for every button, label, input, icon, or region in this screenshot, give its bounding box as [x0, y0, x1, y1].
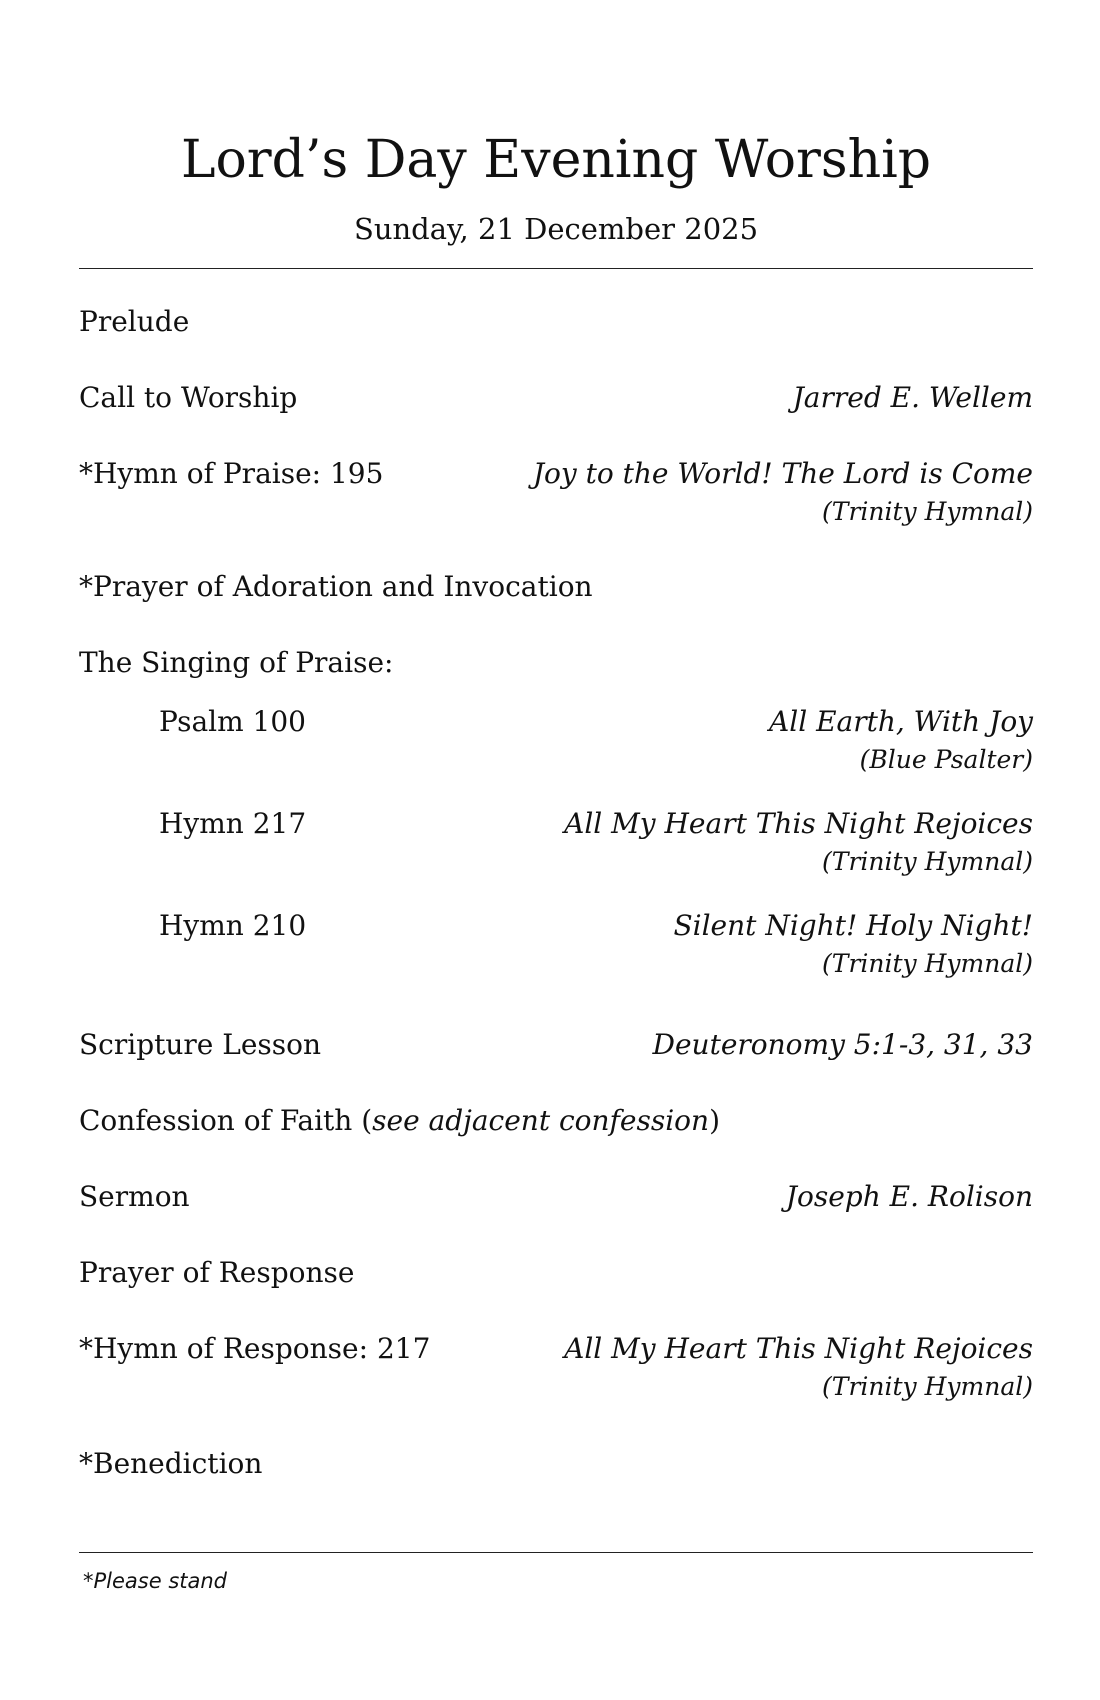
hymn-title: All My Heart This Night Rejoices [564, 1332, 1033, 1365]
item-label: Prayer of Response [79, 1256, 355, 1289]
song-source: (Trinity Hymnal) [822, 949, 1033, 978]
item-label: *Prayer of Adoration and Invocation [79, 570, 593, 603]
item-label: Call to Worship [79, 381, 298, 414]
item-detail [786, 1177, 1033, 1217]
confession-label: Confession of Faith ( [79, 1104, 373, 1137]
item-label: Scripture Lesson [79, 1028, 322, 1061]
item-label: *Hymn of Praise: 195 [79, 457, 384, 490]
item-label: *Benediction [79, 1447, 263, 1480]
order-item-hymn-of-praise [79, 454, 1033, 534]
song-source: (Blue Psalter) [859, 745, 1033, 774]
confession-note: see adjacent confession [372, 1104, 710, 1137]
item-label: *Hymn of Response: 217 [79, 1332, 431, 1365]
order-item-prelude [79, 302, 1033, 382]
hymnal-source: (Trinity Hymnal) [822, 497, 1033, 526]
song-number: Hymn 217 [159, 807, 307, 840]
item-detail [564, 804, 1033, 880]
order-item-confession [79, 1101, 1033, 1181]
item-label: Prelude [79, 305, 190, 338]
order-item-prayer-adoration [79, 567, 1033, 647]
service-date: Sunday, 21 December 2025 [353, 212, 759, 246]
scripture-reference: Deuteronomy 5:1-3, 31, 33 [652, 1028, 1033, 1061]
item-detail [769, 702, 1033, 778]
song-title: All My Heart This Night Rejoices [564, 807, 1033, 840]
page-title: Lord’s Day Evening Worship [180, 130, 932, 190]
hymnal-source: (Trinity Hymnal) [822, 1372, 1033, 1401]
song-title: All Earth, With Joy [769, 705, 1033, 738]
item-detail [533, 454, 1033, 530]
order-item-prayer-response [79, 1253, 1033, 1333]
leader-name: Jarred E. Wellem [792, 381, 1033, 414]
item-label: Sermon [79, 1180, 190, 1213]
song-source: (Trinity Hymnal) [822, 847, 1033, 876]
item-detail [673, 906, 1033, 982]
item-label [79, 1101, 720, 1141]
song-item [79, 906, 1033, 986]
order-item-call-to-worship [79, 378, 1033, 458]
song-item [79, 702, 1033, 782]
order-item-benediction [79, 1444, 1033, 1524]
order-item-hymn-of-response [79, 1329, 1033, 1409]
bottom-divider [79, 1552, 1033, 1553]
order-item-scripture-lesson [79, 1025, 1033, 1105]
item-detail [564, 1329, 1033, 1405]
footnote: *Please stand [83, 1569, 228, 1593]
item-detail [793, 378, 1033, 418]
item-label: The Singing of Praise: [79, 646, 394, 679]
hymn-title: Joy to the World! The Lord is Come [532, 457, 1033, 490]
preacher-name: Joseph E. Rolison [785, 1180, 1033, 1213]
bulletin-page [79, 0, 1033, 1700]
song-number: Hymn 210 [159, 909, 307, 942]
song-title: Silent Night! Holy Night! [673, 909, 1033, 942]
item-detail [653, 1025, 1033, 1065]
top-divider [79, 268, 1033, 269]
song-item [79, 804, 1033, 884]
song-number: Psalm 100 [159, 705, 306, 738]
confession-close: ) [709, 1104, 721, 1137]
order-item-sermon [79, 1177, 1033, 1257]
